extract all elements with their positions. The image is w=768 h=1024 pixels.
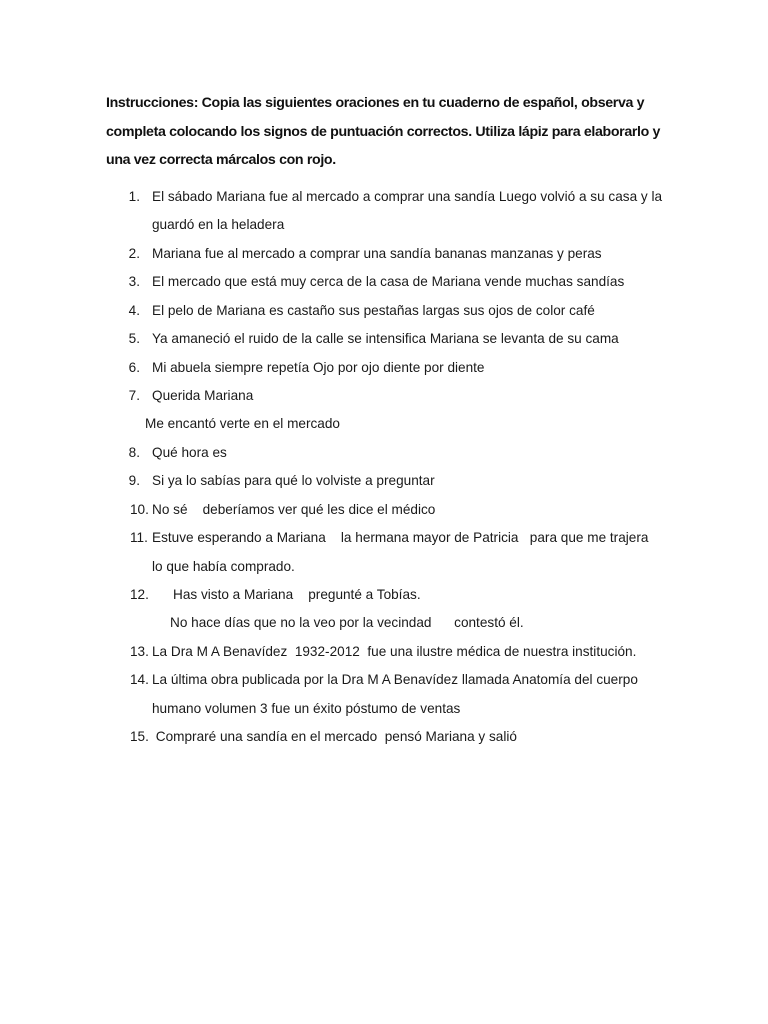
item-number: 15. bbox=[130, 729, 149, 744]
item-text: La última obra publicada por la Dra M A Benavídez llamada Anatomía del cuerpo bbox=[152, 672, 638, 687]
item-text: guardó en la heladera bbox=[152, 217, 285, 232]
instructions-line-3: una vez correcta márcalos con rojo. bbox=[106, 152, 336, 168]
item-number: 12. bbox=[130, 587, 149, 602]
item-text: humano volumen 3 fue un éxito póstumo de ventas bbox=[152, 701, 461, 716]
item-number: 4. bbox=[128, 303, 140, 318]
item-text: Querida Mariana bbox=[152, 388, 254, 403]
item-text: Has visto a Mariana pregunté a Tobías. bbox=[173, 587, 421, 602]
item-text: Mi abuela siempre repetía Ojo por ojo diente por diente bbox=[152, 360, 485, 375]
item-number: 5. bbox=[128, 331, 140, 346]
item-number: 6. bbox=[128, 360, 140, 375]
item-number: 1. bbox=[128, 189, 140, 204]
item-text: La Dra M A Benavídez 1932-2012 fue una ilustre médica de nuestra institución. bbox=[152, 644, 637, 659]
item-text: Me encantó verte en el mercado bbox=[145, 416, 340, 431]
item-text: Si ya lo sabías para qué lo volviste a preguntar bbox=[152, 473, 435, 488]
item-number: 11. bbox=[130, 530, 148, 545]
item-number: 2. bbox=[128, 246, 140, 261]
item-text: Compraré una sandía en el mercado pensó Mariana y salió bbox=[152, 729, 517, 744]
item-text: Estuve esperando a Mariana la hermana mayor de Patricia para que me trajera bbox=[152, 530, 649, 545]
item-number: 13. bbox=[130, 644, 149, 659]
item-number: 7. bbox=[128, 388, 140, 403]
instructions-line-1: Instrucciones: Copia las siguientes oraciones en tu cuaderno de español, observa y bbox=[106, 95, 645, 111]
item-text: El pelo de Mariana es castaño sus pestañas largas sus ojos de color café bbox=[152, 303, 595, 318]
item-number: 14. bbox=[130, 672, 149, 687]
item-text: El mercado que está muy cerca de la casa de Mariana vende muchas sandías bbox=[152, 274, 625, 289]
item-text: Qué hora es bbox=[152, 445, 227, 460]
instructions-paragraph bbox=[106, 89, 666, 175]
item-number: 8. bbox=[128, 445, 140, 460]
instructions-line-2: completa colocando los signos de puntuación correctos. Utiliza lápiz para elaborarlo y bbox=[106, 123, 661, 140]
item-text: Ya amaneció el ruido de la calle se intensifica Mariana se levanta de su cama bbox=[152, 331, 619, 346]
item-number: 9. bbox=[128, 473, 140, 488]
item-text: No sé deberíamos ver qué les dice el médico bbox=[152, 502, 436, 517]
item-text: lo que había comprado. bbox=[152, 559, 295, 574]
item-text: Mariana fue al mercado a comprar una sandía bananas manzanas y peras bbox=[152, 246, 602, 261]
item-text: El sábado Mariana fue al mercado a comprar una sandía Luego volvió a su casa y la bbox=[152, 189, 663, 204]
item-number: 3. bbox=[128, 274, 140, 289]
item-number: 10. bbox=[130, 502, 149, 517]
item-text: No hace días que no la veo por la vecindad contestó él. bbox=[170, 615, 524, 630]
